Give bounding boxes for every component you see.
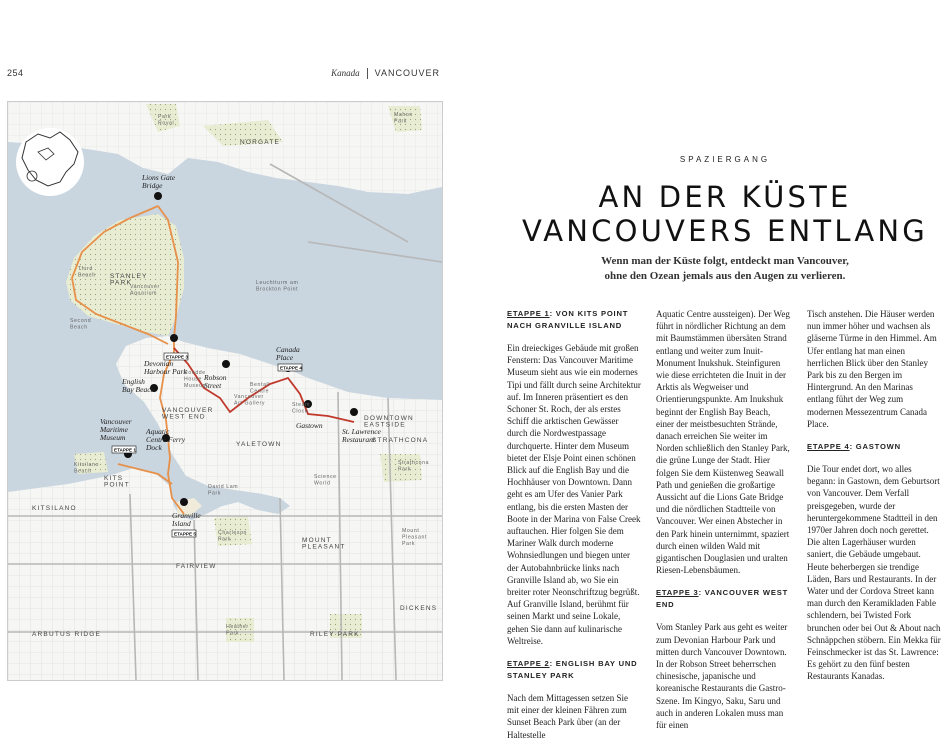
map-label-line: Bay Beach <box>122 385 155 394</box>
map-label-line: Strathcona <box>398 460 430 466</box>
map-label-line: Steam <box>292 402 310 408</box>
map-label-line: Leuchtturm am <box>256 280 299 286</box>
map-label-line: POINT <box>104 481 130 489</box>
map-label-line: David Lam <box>208 484 239 490</box>
text-column-1 <box>507 308 641 752</box>
label-west-end <box>162 407 214 421</box>
map-label-line: ARBUTUS RIDGE <box>32 631 102 638</box>
text-column-2 <box>656 308 790 742</box>
map-label-line: Pleasant <box>402 534 427 541</box>
stage-4-label: ETAPPE 4 <box>807 442 850 452</box>
stage-2-paragraph-cont: Aquatic Centre aussteigen). Der Weg führt in nördlicher Richtung an dem mit Baumstämmen übersäten Strand entlang und weiter zum Inuit-Monument Inukshuk. Steinfiguren wie diese errichteten die Inuit in der Arktis als Wegweiser und Orientierungspunkte. Am Inukshuk beginnt der English Bay Beach, einer der meistbesuchten Strände, danach erreichen Sie weiter im Norden schließlich den Stanley Park, die grüne Lunge der Stadt. Hier folgen Sie dem Küstenweg Seawall Path und genießen die großartige Aussicht auf die Lions Gate Bridge und die nördlichen Stadtteile von Vancouver. Wer einen Abstecher in den Park hinein unternimmt, spaziert durch einen wilden Wald mit gigantischen Douglasien und uralten Riesen-Lebensbäumen. <box>656 309 790 576</box>
label-dickens <box>400 605 437 612</box>
map-label-line: Museum <box>100 433 126 442</box>
map-label-line: Park <box>394 118 408 125</box>
map-label-line: St. Lawrence <box>342 427 381 436</box>
map-label-line: PLEASANT <box>302 543 346 551</box>
label-steam-clock <box>292 402 310 415</box>
stage-2-title: : ENGLISH BAY UND STANLEY PARK <box>507 659 638 681</box>
map-label-line: KITSILANO <box>32 505 77 512</box>
article-title <box>508 180 942 248</box>
map-label-line: Gastown <box>296 421 323 430</box>
stage-4-paragraph: Die Tour endet dort, wo alles begann: in Gastown, dem Geburtsort von Vancouver. Dem Verfall preisgegeben, wurde der heruntergekommene Stadtteil in den 1970er Jahren doch noch gerettet. Die alten Lagerhäuser wurden saniert, die Gebäude umgebaut. Heute beherbergen sie trendige Läden, Bars und Restaurants. In der Water und der Cordova Street kann man durch den Keramikladen Fable schlendern, bei Twisted Fork brunchen oder bei Out & About nach Schnäppchen stöbern. Ein Mekka für Feinschmecker ist das St. Lawrence: Es gehört zu den fünf besten Restaurants Kanadas. <box>807 464 941 682</box>
stage-2-heading <box>507 658 641 682</box>
map-label-line: NORGATE <box>240 139 281 146</box>
map-label-line: Mount <box>402 528 420 534</box>
label-norgate <box>240 139 280 146</box>
map-label-line: Vancouver <box>130 284 160 290</box>
map-label-line: Beach <box>74 468 92 475</box>
map-label-line: Mahon <box>394 112 413 118</box>
map-label-line: DICKENS <box>400 605 438 612</box>
map-label-line: Third <box>78 266 93 272</box>
stage-1-heading <box>507 308 641 332</box>
map-label-line: Harbour Park <box>144 367 187 376</box>
subtitle-line-1: Wenn man der Küste folgt, entdeckt man Vancouver, <box>601 255 849 267</box>
label-fairview <box>176 563 217 570</box>
stage-2-label: ETAPPE 2 <box>507 659 550 669</box>
map-label-line: PARK <box>110 279 133 287</box>
canada-inset-map <box>16 128 84 196</box>
map-label-line: KITS <box>104 475 124 482</box>
stage-4-badge: ETAPPE 4 <box>280 365 302 371</box>
map-label-line: WEST END <box>162 413 206 421</box>
map-label-line: VANCOUVER <box>162 407 214 414</box>
article-kicker: SPAZIERGANG <box>679 155 771 164</box>
label-gastown <box>296 421 323 430</box>
map-label-line: Street <box>204 381 222 390</box>
map-label-line: MOUNT <box>302 537 332 544</box>
label-kitsilano <box>32 505 77 512</box>
label-arbutus-ridge <box>32 631 101 638</box>
map-label-line: Second <box>70 318 92 324</box>
map-label-line: Lions Gate <box>142 173 176 182</box>
map-label-line: Vancouver <box>100 417 132 426</box>
stage-3-heading <box>656 587 790 611</box>
stage-3-paragraph: Vom Stanley Park aus geht es weiter zum Devonian Harbour Park und mitten durch Vancouver Downtown. In der Robson Street beherrschen chinesische, japanische und koreanische Restaurants die Gastro-Szene. Im Kingyo, Saku, Saru und auch in anderen Lokalen muss man für einen <box>656 622 788 731</box>
map-label-line: YALETOWN <box>236 441 282 448</box>
map-label-line: Science <box>314 474 337 480</box>
running-header-section: Kanada <box>331 68 360 78</box>
stage-2-paragraph-start: Nach dem Mittagessen setzen Sie mit einer der kleinen Fähren zum Sunset Beach Park über (an der Haltestelle <box>507 693 628 740</box>
map-label-line: Dock <box>146 443 162 452</box>
map-label-line: Park <box>158 114 172 120</box>
running-header-chapter: VANCOUVER <box>374 68 440 78</box>
map-label-line: STANLEY <box>110 273 148 280</box>
label-yaletown <box>236 441 281 448</box>
map-label-line: Heather <box>226 624 249 630</box>
page-number: 254 <box>7 68 24 78</box>
map-label-line: Bentall <box>250 382 271 388</box>
map-label-line: Vancouver <box>234 394 264 400</box>
map-label-line: Devonian <box>144 359 174 368</box>
map-label-line: Maritime <box>100 425 128 434</box>
map-label-line: Clock <box>292 408 308 415</box>
map-label-line: Park <box>208 490 222 497</box>
map-label-line: Bridge <box>142 181 163 190</box>
running-header <box>331 68 440 79</box>
map-label-line: STRATHCONA <box>372 437 429 444</box>
label-art-gallery <box>234 394 265 407</box>
map-label-line: Robson <box>204 373 227 382</box>
map-label-line: Museum <box>184 383 208 389</box>
stage-4-heading <box>807 441 941 453</box>
map-label-line: Island <box>172 519 191 528</box>
stage-1-badge: ETAPPE 1 <box>114 447 136 453</box>
stage-4-title: : GASTOWN <box>849 442 901 452</box>
map-label-line: Aquarium <box>130 290 158 297</box>
label-lighthouse <box>256 280 298 293</box>
map-label-line: Restaurant <box>342 435 375 444</box>
map-label-line: RILEY PARK <box>310 631 360 638</box>
stage-3-label: ETAPPE 3 <box>656 588 699 598</box>
map-label-line: House <box>184 376 202 383</box>
map-label-line: Art Gallery <box>234 400 266 407</box>
map-label-line: Place <box>276 353 294 362</box>
stage-5-badge: ETAPPE 5 <box>174 531 196 537</box>
map-label-line: Aquatic <box>146 427 170 436</box>
stage-3-badge: ETAPPE 3 <box>166 354 188 360</box>
label-strathcona <box>372 437 428 444</box>
map-label-line: World <box>314 480 331 487</box>
map-label-line: Kitsilano <box>74 462 100 468</box>
title-line-2: VANCOUVERS ENTLANG <box>522 214 928 248</box>
map-label-line: Brockton Point <box>256 286 299 293</box>
map-label-line: Granville <box>172 511 201 520</box>
article-subtitle <box>508 254 942 284</box>
map-label-line: Royal <box>158 120 175 127</box>
stage-1-label: ETAPPE 1 <box>507 309 550 318</box>
map-label-line: Beach <box>78 272 96 279</box>
text-column-3 <box>807 308 941 694</box>
stage-3-title: : VANCOUVER WEST END <box>656 588 789 610</box>
map-label-line: Charleson <box>218 530 248 536</box>
map-label-line: FAIRVIEW <box>176 563 217 570</box>
label-aquarium <box>130 284 160 297</box>
map-label-line: Park <box>402 541 416 547</box>
stage-1-title: : VON KITS POINT NACH GRANVILLE ISLAND <box>507 309 629 330</box>
map-label-line: EASTSIDE <box>364 421 406 429</box>
map-label-line: Canada <box>276 345 300 354</box>
stage-1-paragraph: Ein dreieckiges Gebäude mit großen Fenstern: Das Vancouver Maritime Museum sieht aus wie ein modernes Tipi und fällt durch seine Architektur auf. Im Inneren präsentiert es den Schoner St. Roch, der als erstes Schiff die arktischen Gewässer durch die Nordwestpassage durchquerte. Hinter dem Museum bietet der Elsje Point einen schönen Blick auf die English Bay und die Hochhäuser von Downtown. Dann geht es am Ufer des Vanier Park entlang, bis die ersten Masten der Boote in der Marina von False Creek auftauchen. Hier folgen Sie dem Mariner Walk durch moderne Wohnsiedlungen und biegen unter der Autobahnbrücke links nach Granville Island ab, wo Sie ein breiter roter Neonschriftzug begrüßt. Auf Granville Island, berühmt für seinen Markt und seine Lokale, gehen Sie dann auf kulinarische Weltreise. <box>507 343 641 646</box>
subtitle-line-2: ohne den Ozean jemals aus den Augen zu verlieren. <box>604 270 846 282</box>
map-label-line: Beach <box>70 324 88 331</box>
label-riley-park <box>310 631 360 638</box>
map-label-line: DOWNTOWN <box>364 415 414 422</box>
map-label-line: Centre Ferry <box>146 435 186 444</box>
map-label-line: English <box>122 377 145 386</box>
title-line-1: AN DER KÜSTE <box>598 180 852 214</box>
label-bentall <box>250 382 270 395</box>
header-divider <box>367 68 368 79</box>
walking-route-map <box>7 101 443 681</box>
map-label-line: Park <box>226 630 240 637</box>
map-label-line: Park <box>218 536 232 543</box>
stage-3-paragraph-cont: Tisch anstehen. Die Häuser werden nun immer höher und wachsen als gläserne Türme in den Himmel. Am Ufer entlang hat man einen herrlichen Blick über den Stanley Park bis zu den Bergen im Hintergrund. An den Marinas entlang führt der Weg zum modernen Messezentrum Canada Place. <box>807 309 937 429</box>
map-label-line: Park <box>398 466 412 473</box>
map-label-line: Roedde <box>184 370 206 376</box>
map-label-line: Centre <box>250 388 270 395</box>
